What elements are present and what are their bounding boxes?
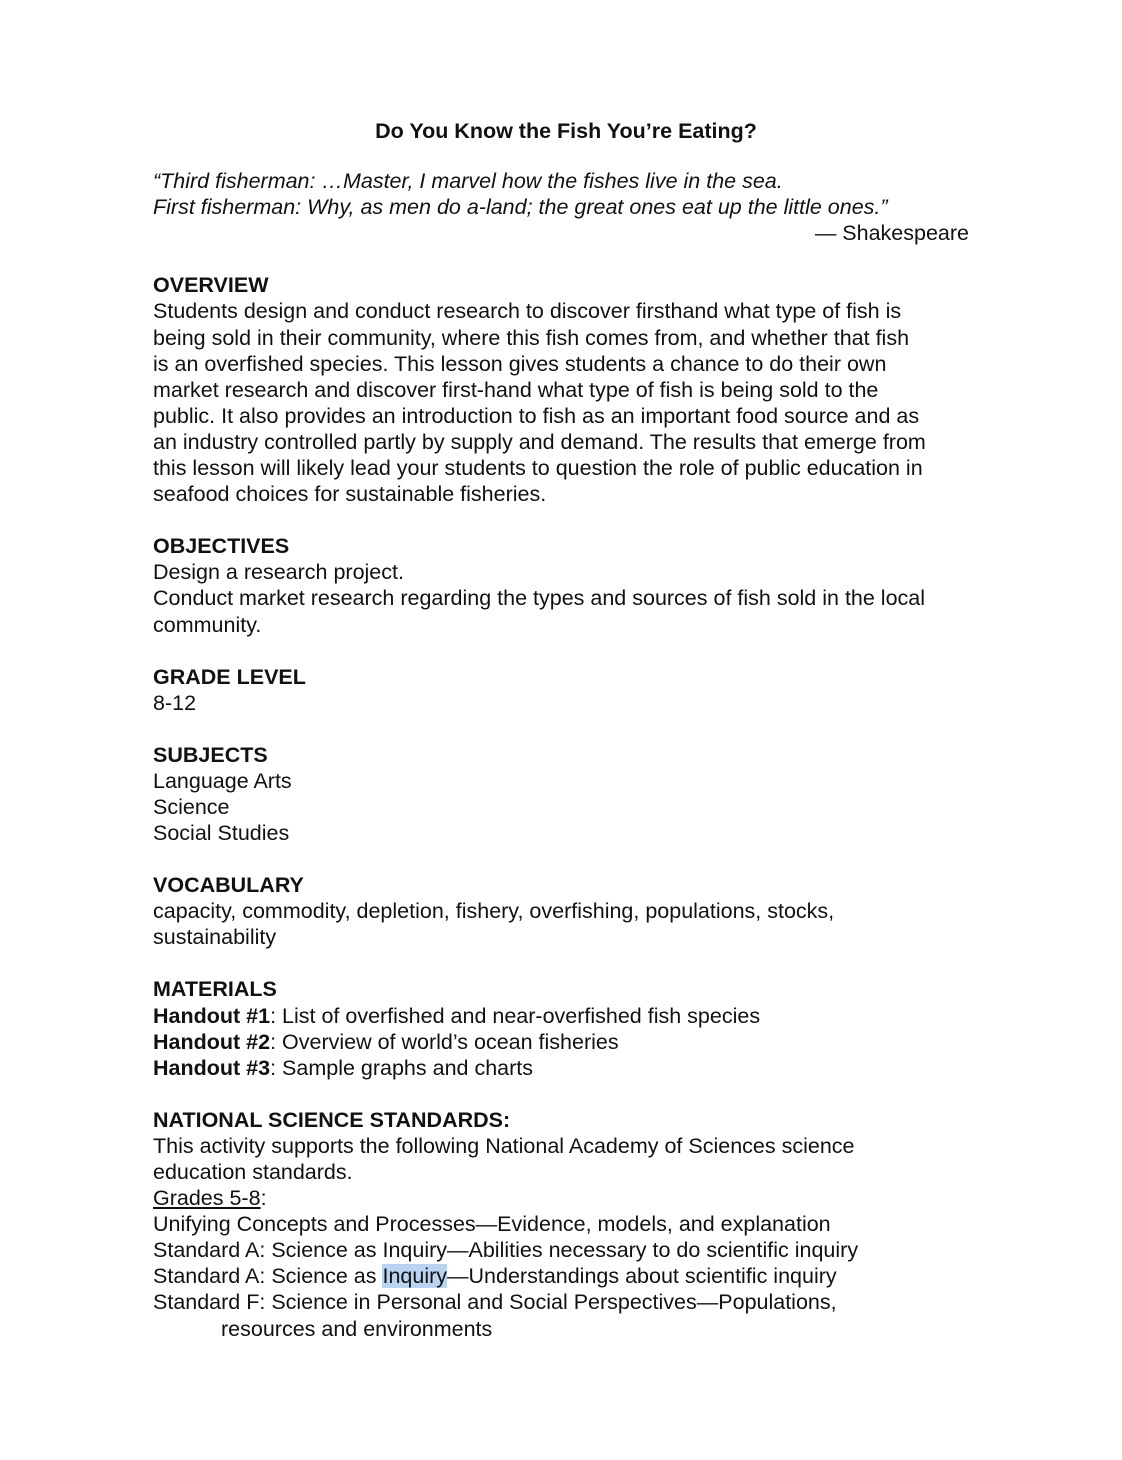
standard-line-continuation: resources and environments: [221, 1316, 493, 1341]
vocabulary-section: [153, 872, 973, 950]
subject-item: Social Studies: [153, 821, 290, 846]
standards-heading: NATIONAL SCIENCE STANDARDS:: [153, 1107, 511, 1132]
overview-line: public. It also provides an introduction to fish as an important food source and as: [153, 403, 920, 428]
epigraph-quote: [153, 168, 973, 220]
quote-line-2: First fisherman: Why, as men do a-land; the great ones eat up the little ones.”: [153, 195, 888, 220]
document-title: Do You Know the Fish You’re Eating?: [375, 119, 757, 143]
standard-line-end: —Understandings about scientific inquiry: [447, 1264, 837, 1289]
overview-line: being sold in their community, where this fish comes from, and whether that fish: [153, 325, 910, 350]
overview-line: this lesson will likely lead your students to question the role of public education in: [153, 456, 923, 481]
vocabulary-heading: VOCABULARY: [153, 873, 304, 898]
grades-label: Grades 5-8: [153, 1186, 261, 1211]
overview-section: [153, 272, 973, 507]
standard-line: [153, 1263, 973, 1289]
overview-heading: OVERVIEW: [153, 273, 269, 298]
material-item: [153, 1003, 973, 1029]
overview-line: is an overfished species. This lesson gives students a chance to do their own: [153, 351, 887, 376]
standard-line: Standard F: Science in Personal and Social Perspectives—Populations,: [153, 1290, 837, 1315]
vocabulary-line: sustainability: [153, 925, 277, 950]
standard-line: Unifying Concepts and Processes—Evidence, models, and explanation: [153, 1212, 831, 1237]
material-text: : Sample graphs and charts: [270, 1055, 534, 1080]
subject-item: Language Arts: [153, 768, 292, 793]
materials-section: [153, 976, 973, 1080]
grades-label-suffix: :: [260, 1186, 267, 1211]
grade-level-value: 8-12: [153, 690, 197, 715]
overview-line: seafood choices for sustainable fisheries.: [153, 482, 547, 507]
standard-line: Standard A: Science as Inquiry—Abilities necessary to do scientific inquiry: [153, 1238, 859, 1263]
objectives-heading: OBJECTIVES: [153, 534, 290, 559]
material-item: [153, 1029, 973, 1055]
quote-line-1: “Third fisherman: …Master, I marvel how the fishes live in the sea.: [153, 169, 783, 194]
objectives-line: Design a research project.: [153, 560, 404, 585]
objectives-section: [153, 533, 973, 637]
grades-label-line: [153, 1185, 973, 1211]
objectives-line: Conduct market research regarding the types and sources of fish sold in the local: [153, 586, 926, 611]
overview-line: market research and discover first-hand what type of fish is being sold to the: [153, 377, 879, 402]
standards-intro-line: This activity supports the following National Academy of Sciences science: [153, 1133, 855, 1158]
subjects-section: [153, 742, 973, 846]
standard-line-start: Standard A: Science as: [153, 1264, 383, 1289]
subject-item: Science: [153, 794, 230, 819]
grade-level-heading: GRADE LEVEL: [153, 664, 306, 689]
quote-attribution: — Shakespeare: [814, 221, 969, 246]
vocabulary-line: capacity, commodity, depletion, fishery, overfishing, populations, stocks,: [153, 899, 835, 924]
subjects-heading: SUBJECTS: [153, 742, 268, 767]
materials-heading: MATERIALS: [153, 977, 277, 1002]
grade-level-section: [153, 664, 973, 716]
objectives-line: community.: [153, 612, 262, 637]
overview-line: Students design and conduct research to discover firsthand what type of fish is: [153, 299, 902, 324]
material-text: : Overview of world’s ocean fisheries: [270, 1029, 619, 1054]
material-item: [153, 1055, 973, 1081]
document-page: [153, 118, 973, 1342]
selected-text-highlight[interactable]: Inquiry: [382, 1264, 448, 1289]
material-label: Handout #1: [153, 1003, 271, 1028]
material-text: : List of overfished and near-overfished fish species: [270, 1003, 761, 1028]
standards-section: [153, 1107, 973, 1342]
standards-intro-line: education standards.: [153, 1160, 353, 1184]
overview-line: an industry controlled partly by supply and demand. The results that emerge from: [153, 429, 926, 454]
material-label: Handout #2: [153, 1029, 271, 1054]
material-label: Handout #3: [153, 1055, 271, 1080]
